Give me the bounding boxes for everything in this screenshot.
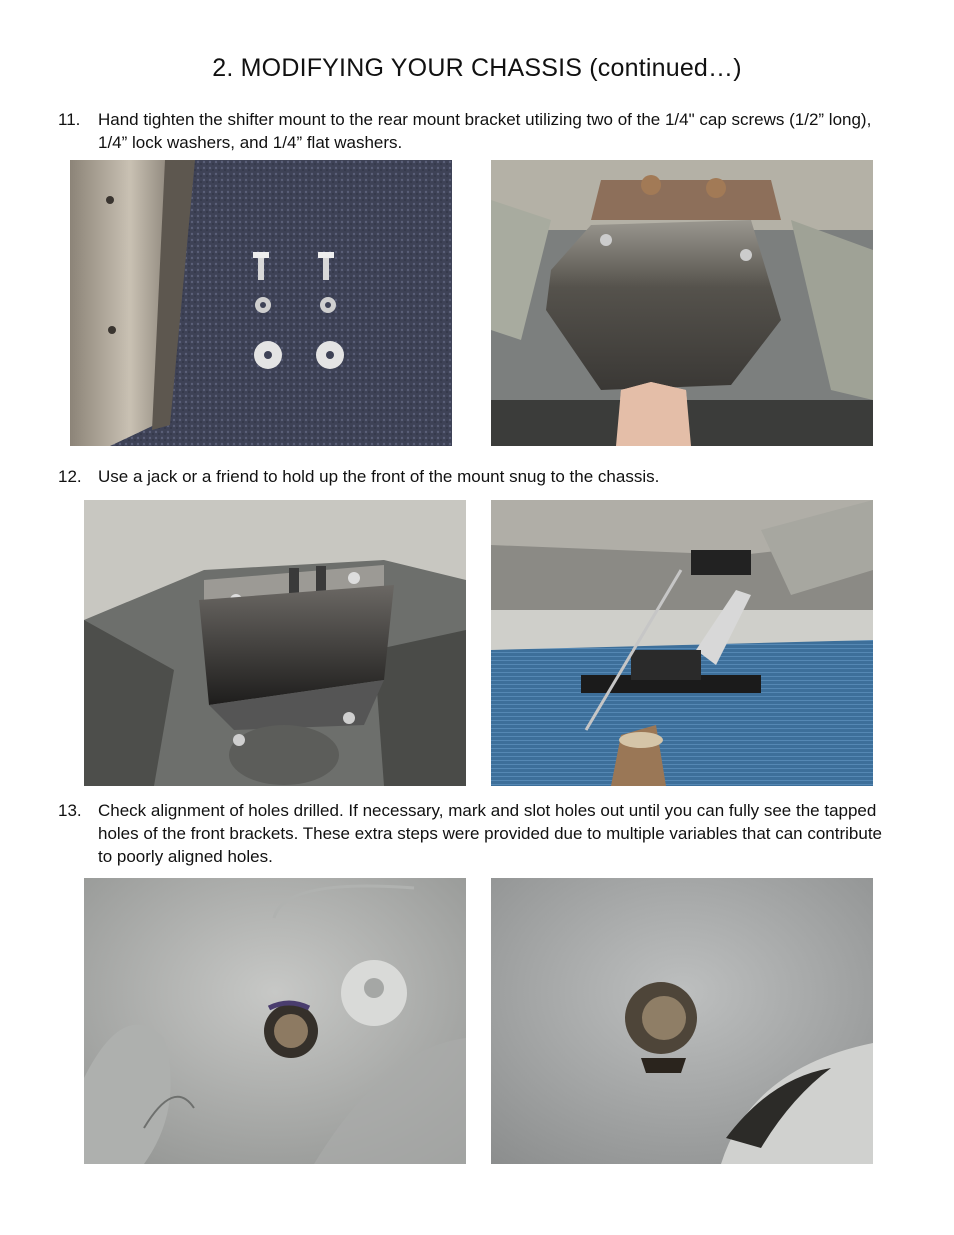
photo-drilled-hole-left xyxy=(84,878,466,1164)
step-text: Hand tighten the shifter mount to the rear mount bracket utilizing two of the 1/4" cap screws (1/2” long), 1/4” lock washers, and 1/4” flat washers. xyxy=(98,110,872,152)
photo-jack-supporting-mount xyxy=(491,500,873,786)
step-text: Use a jack or a friend to hold up the front of the mount snug to the chassis. xyxy=(98,467,660,486)
step-number: 11. xyxy=(58,110,81,129)
page-title: 2. MODIFYING YOUR CHASSIS (continued…) xyxy=(212,54,742,82)
step-number: 12. xyxy=(58,467,82,486)
step-number: 13. xyxy=(58,801,82,820)
step-text: Check alignment of holes drilled. If necessary, mark and slot holes out until you can fully see the tapped holes of the front brackets. These extra steps were provided due to multiple variables that can contribute to poorly aligned holes. xyxy=(98,801,883,866)
photo-front-mount-bracket xyxy=(84,500,466,786)
photo-drilled-hole-right xyxy=(491,878,873,1164)
photo-mount-under-chassis xyxy=(491,160,873,446)
photo-hardware-on-carpet xyxy=(70,160,452,446)
